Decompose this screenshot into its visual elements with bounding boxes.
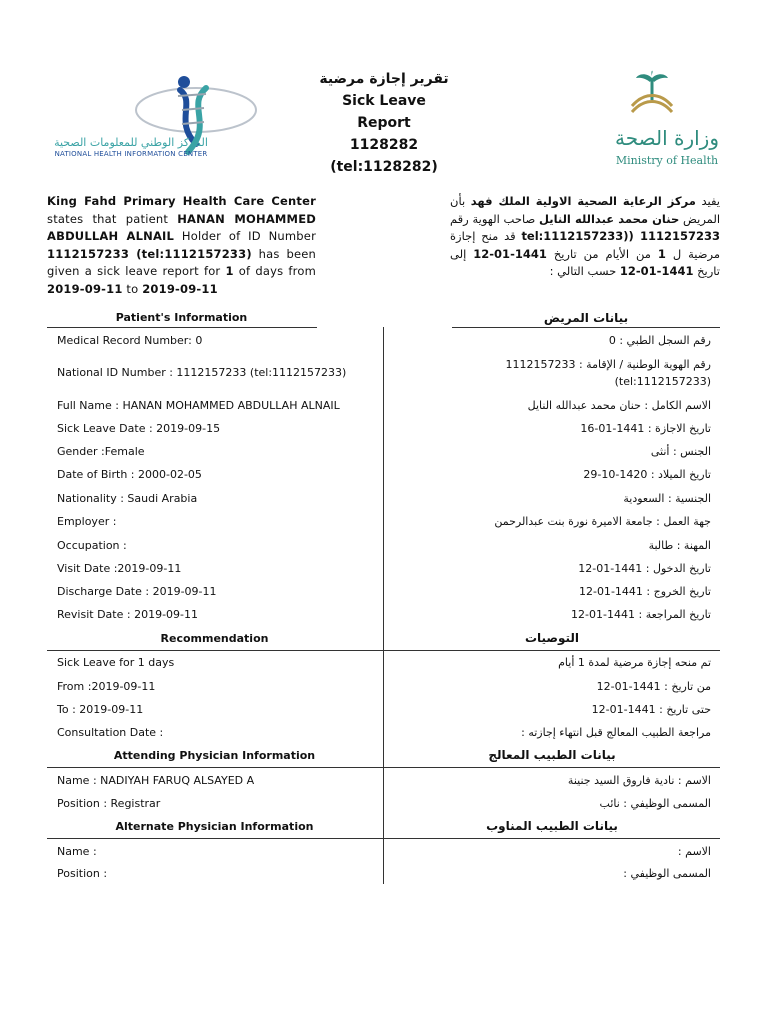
alternate-name-en: Name : — [57, 845, 97, 858]
to-en: To : 2019-09-11 — [57, 703, 144, 716]
id-number-en: 1112157233 (tel:1112157233) — [47, 246, 252, 261]
from-ar: من تاريخ : 1441-01-12 — [596, 680, 711, 693]
intro-ar-t5: من الأيام من تاريخ — [553, 246, 651, 261]
attending-name-ar: الاسم : نادية فاروق السيد جنينة — [567, 774, 711, 787]
to-date-ar: 1441-01-12 — [619, 264, 694, 279]
intro-ar-t3: صاحب الهوية رقم — [450, 211, 536, 226]
nationality-ar: الجنسية : السعودية — [623, 492, 711, 505]
intro-ar-t4: قد منح إجازة مرضية ل — [450, 229, 721, 261]
section-recommendation-ar: التوصيات — [524, 631, 580, 645]
days-ar: 1 — [657, 246, 666, 261]
employer-en: Employer : — [57, 515, 117, 528]
report-tel: (tel:1128282) — [330, 159, 438, 175]
full-name-en: Full Name : HANAN MOHAMMED ABDULLAH ALNAIL — [57, 399, 340, 412]
national-id-ar-tel: (tel:1112157233) — [614, 375, 711, 388]
sick-leave-days-ar: تم منحه إجازة مرضية لمدة 1 أيام — [558, 656, 711, 669]
title-ar: تقرير إجازة مرضية — [319, 71, 449, 87]
alternate-name-ar: الاسم : — [677, 845, 711, 858]
visit-date-ar: تاريخ الدخول : 1441-01-12 — [578, 562, 711, 575]
revisit-date-ar: تاريخ المراجعة : 1441-01-12 — [571, 608, 711, 621]
alternate-line — [47, 838, 720, 839]
consultation-date-en: Consultation Date : — [57, 726, 164, 739]
patient-header-line-ar — [452, 327, 720, 328]
patient-header-line-en — [47, 327, 317, 328]
alternate-position-en: Position : — [57, 867, 108, 880]
medical-record-en: Medical Record Number: 0 — [57, 334, 203, 347]
occupation-ar: المهنة : طالبة — [648, 539, 711, 552]
discharge-date-en: Discharge Date : 2019-09-11 — [57, 585, 217, 598]
intro-ar-t7: حسب التالي : — [549, 264, 617, 279]
sick-leave-date-ar: تاريخ الاجازة : 1441-01-16 — [580, 422, 711, 435]
medical-record-ar: رقم السجل الطبي : 0 — [608, 334, 711, 347]
section-attending-en: Attending Physician Information — [113, 749, 316, 762]
attending-line — [47, 767, 720, 768]
to-ar: حتى تاريخ : 1441-01-12 — [591, 703, 711, 716]
id-number-ar: 1112157233 ((tel:1112157233 — [521, 229, 721, 244]
patient-name-en: HANAN MOHAMMED ABDULLAH ALNAIL — [47, 211, 317, 244]
dob-ar: تاريخ الميلاد : 1420-10-29 — [583, 468, 711, 481]
intro-arabic — [450, 193, 720, 281]
full-name-ar: الاسم الكامل : حنان محمد عبدالله النايل — [527, 399, 711, 412]
from-en: From :2019-09-11 — [57, 680, 156, 693]
section-alternate-ar: بيانات الطبيب المناوب — [486, 819, 618, 833]
nhic-logo — [46, 72, 266, 162]
intro-en-t5: to — [126, 281, 139, 296]
center-name-en: King Fahd Primary Health Care Center — [47, 194, 316, 208]
title-en-1: Sick Leave — [342, 93, 426, 109]
nhic-logo-ar: المركز الوطني للمعلومات الصحية — [54, 136, 208, 149]
intro-en-t4: of days from — [238, 264, 316, 279]
attending-position-en: Position : Registrar — [57, 797, 161, 810]
gender-en: Gender :Female — [57, 445, 145, 458]
gender-ar: الجنس : أنثى — [650, 445, 711, 458]
report-title — [300, 68, 468, 178]
discharge-date-ar: تاريخ الخروج : 1441-01-12 — [578, 585, 711, 598]
visit-date-en: Visit Date :2019-09-11 — [57, 562, 182, 575]
sick-leave-date-en: Sick Leave Date : 2019-09-15 — [57, 422, 221, 435]
national-id-en: National ID Number : 1112157233 (tel:1112157233) — [57, 366, 347, 379]
moh-logo-en: Ministry of Health — [615, 154, 719, 167]
intro-ar-t6: إلى تاريخ — [450, 246, 720, 279]
dob-en: Date of Birth : 2000-02-05 — [57, 468, 202, 481]
report-number: 1128282 — [349, 137, 419, 153]
intro-en-t3: has been given a sick leave report for — [47, 246, 316, 279]
intro-english — [47, 193, 316, 299]
patient-name-ar: حنان محمد عبدالله النايل — [539, 211, 680, 226]
consultation-date-ar: مراجعة الطبيب المعالج قبل انتهاء إجازته : — [521, 726, 711, 739]
alternate-position-ar: المسمى الوظيفي : — [623, 867, 711, 880]
attending-name-en: Name : NADIYAH FARUQ ALSAYED A — [57, 774, 255, 787]
section-attending-ar: بيانات الطبيب المعالج — [488, 748, 616, 762]
revisit-date-en: Revisit Date : 2019-09-11 — [57, 608, 198, 621]
recommendation-line — [47, 650, 720, 651]
days-en: 1 — [225, 264, 234, 279]
section-patient-ar: بيانات المريض — [543, 311, 629, 325]
column-divider — [383, 327, 384, 884]
from-date-en: 2019-09-11 — [47, 281, 123, 296]
intro-ar-t1: يفيد — [701, 194, 720, 208]
section-recommendation-en: Recommendation — [160, 632, 269, 645]
occupation-en: Occupation : — [57, 539, 127, 552]
employer-ar: جهة العمل : جامعة الاميرة نورة بنت عبدالرحمن — [494, 515, 711, 528]
nationality-en: Nationality : Saudi Arabia — [57, 492, 198, 505]
sick-leave-days-en: Sick Leave for 1 days — [57, 656, 175, 669]
national-id-ar: رقم الهوية الوطنية / الإقامة : 1112157233 — [505, 358, 711, 371]
nhic-logo-en: NATIONAL HEALTH INFORMATION CENTER — [54, 150, 208, 158]
section-patient-en: Patient's Information — [115, 311, 248, 324]
section-alternate-en: Alternate Physician Information — [115, 820, 314, 833]
moh-logo — [612, 70, 732, 170]
intro-ar-t2: بأن المريض — [450, 194, 721, 226]
intro-en-t1: states that patient — [47, 211, 169, 226]
palm-swords-icon — [612, 70, 732, 120]
title-en-2: Report — [357, 115, 411, 131]
center-name-ar: مركز الرعاية الصحية الاولية الملك فهد — [470, 194, 696, 208]
moh-logo-ar: وزارة الصحة — [615, 126, 719, 150]
from-date-ar: 1441-01-12 — [473, 246, 547, 261]
to-date-en: 2019-09-11 — [142, 281, 218, 296]
attending-position-ar: المسمى الوظيفي : نائب — [599, 797, 711, 810]
intro-en-t2: Holder of ID Number — [181, 229, 316, 244]
